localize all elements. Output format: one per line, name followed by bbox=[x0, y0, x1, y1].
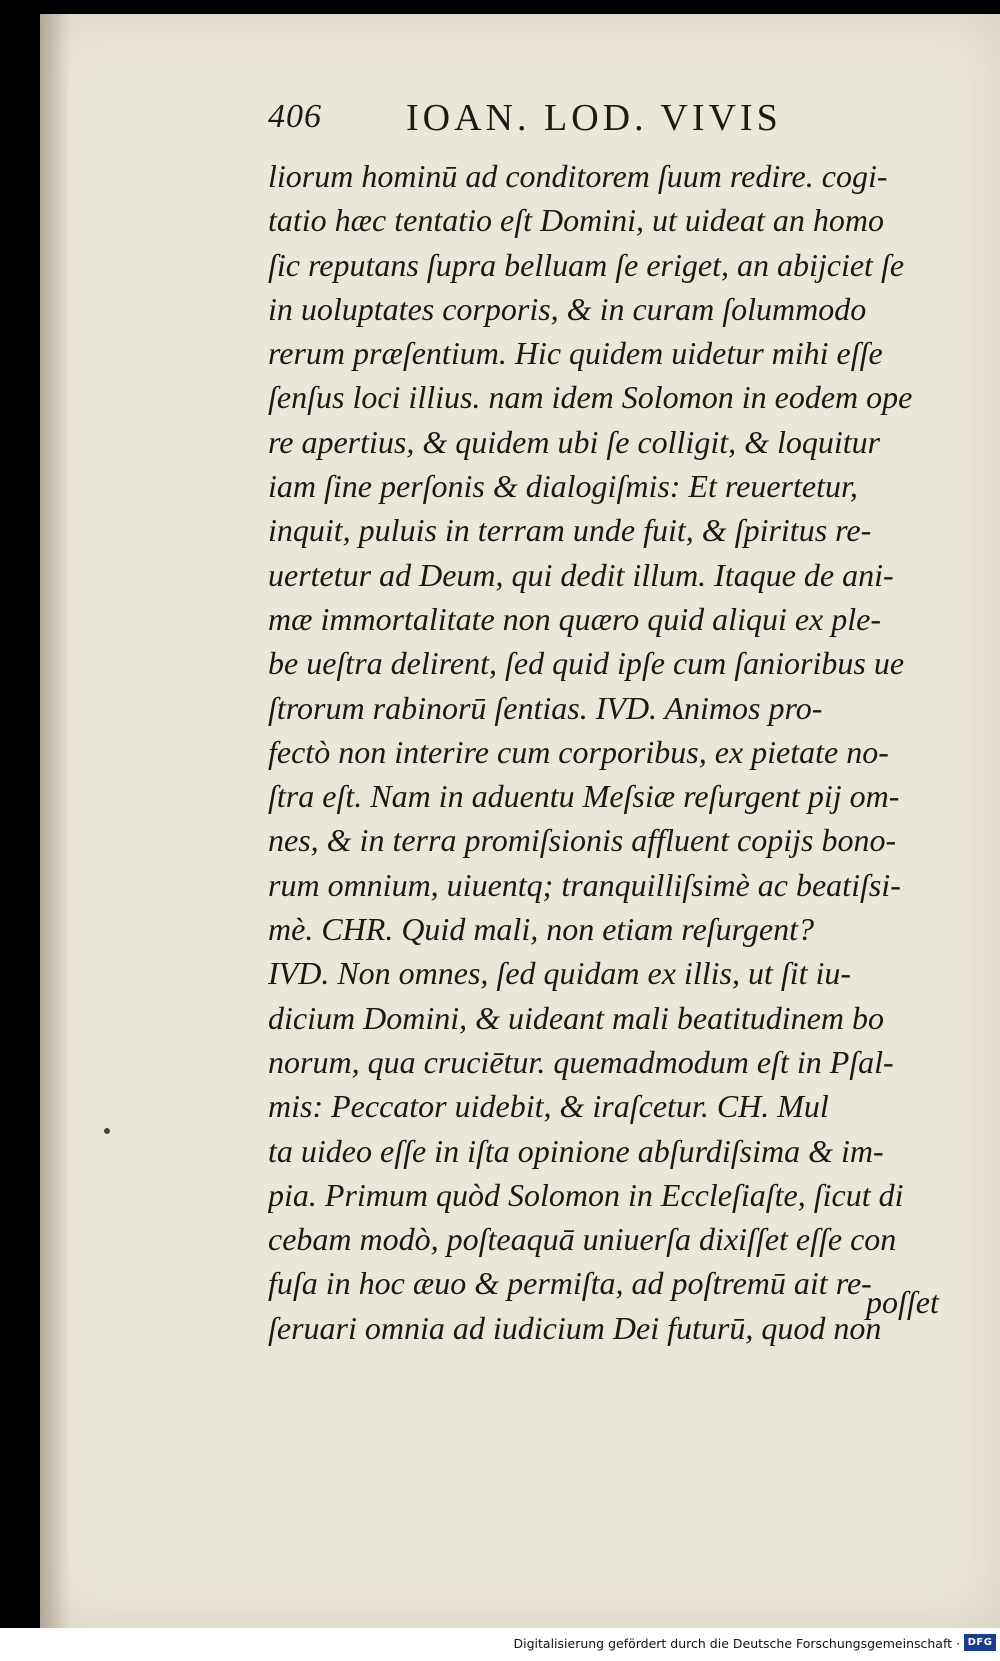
footer-bar bbox=[0, 1628, 1000, 1661]
funding-credit: Digitalisierung gefördert durch die Deutsche Forschungsgemeinschaft · bbox=[513, 1636, 960, 1651]
page-number: 406 bbox=[268, 98, 322, 135]
text-line: IVD. Non omnes, ſed quidam ex illis, ut ſit iu‑ bbox=[268, 955, 852, 992]
text-line: inquit, puluis in terram unde fuit, & ſpiritus re‑ bbox=[268, 512, 872, 549]
text-line: in uoluptates corporis, & in curam ſolummodo bbox=[268, 290, 867, 327]
text-line: ſic reputans ſupra belluam ſe eriget, an abijciet ſe bbox=[268, 246, 905, 283]
running-head: IOAN. LOD. VIVIS bbox=[406, 97, 782, 139]
text-line: tatio hæc tentatio eſt Domini, ut uideat an homo bbox=[268, 202, 884, 239]
text-line: fectò non interire cum corporibus, ex pietate no‑ bbox=[268, 733, 889, 770]
text-line: ſeruari omnia ad iudicium Dei futurū, quod non bbox=[268, 1309, 882, 1346]
text-line: mis: Peccator uidebit, & iraſcetur. CH. Mul bbox=[268, 1088, 829, 1125]
text-line: rerum præſentium. Hic quidem uidetur mihi eſſe bbox=[268, 335, 883, 372]
text-line: mæ immortalitate non quæro quid aliqui ex ple‑ bbox=[268, 600, 881, 637]
text-line: rum omnium, uiuentq; tranquilliſsimè ac beatiſsi‑ bbox=[268, 866, 901, 903]
text-line: ſtrorum rabinorū ſentias. IVD. Animos pro‑ bbox=[268, 689, 823, 726]
text-line: ſenſus loci illius. nam idem Solomon in eodem ope bbox=[268, 379, 913, 416]
text-line: re apertius, & quidem ubi ſe colligit, & loquitur bbox=[268, 423, 881, 460]
dfg-logo-icon: DFG bbox=[964, 1634, 996, 1651]
text-line: liorum hominū ad conditorem ſuum redire. cogi‑ bbox=[268, 158, 888, 194]
text-line: pia. Primum quòd Solomon in Eccleſiaſte, ſicut di bbox=[268, 1176, 904, 1213]
text-line: uertetur ad Deum, qui dedit illum. Itaque de ani‑ bbox=[268, 556, 894, 593]
text-line: dicium Domini, & uideant mali beatitudinem bo bbox=[268, 999, 884, 1036]
text-line: be ueſtra delirent, ſed quid ipſe cum ſanioribus ue bbox=[268, 645, 905, 682]
book-page bbox=[40, 14, 1000, 1628]
text-line: ſtra eſt. Nam in aduentu Meſsiæ reſurgent pij om‑ bbox=[268, 778, 900, 815]
text-line: fuſa in hoc æuo & permiſta, ad poſtremū ait re‑ bbox=[268, 1265, 872, 1302]
text-line: mè. CHR. Quid mali, non etiam reſurgent? bbox=[268, 911, 815, 948]
text-line: cebam modò, poſteaquā uniuerſa dixiſſet eſſe con bbox=[268, 1221, 897, 1258]
text-line: ta uideo eſſe in iſta opinione abſurdiſsima & im‑ bbox=[268, 1132, 884, 1169]
text-line: norum, qua cruciētur. quemadmodum eſt in Pſal‑ bbox=[268, 1043, 894, 1080]
text-line: nes, & in terra promiſsionis affluent copijs bono‑ bbox=[268, 822, 897, 859]
body-text bbox=[268, 154, 948, 1350]
text-line: iam ſine perſonis & dialogiſmis: Et reuertetur, bbox=[268, 468, 858, 505]
catchword: poſſet bbox=[866, 1284, 939, 1320]
margin-mark-icon bbox=[104, 1128, 110, 1134]
page-header bbox=[268, 92, 908, 152]
